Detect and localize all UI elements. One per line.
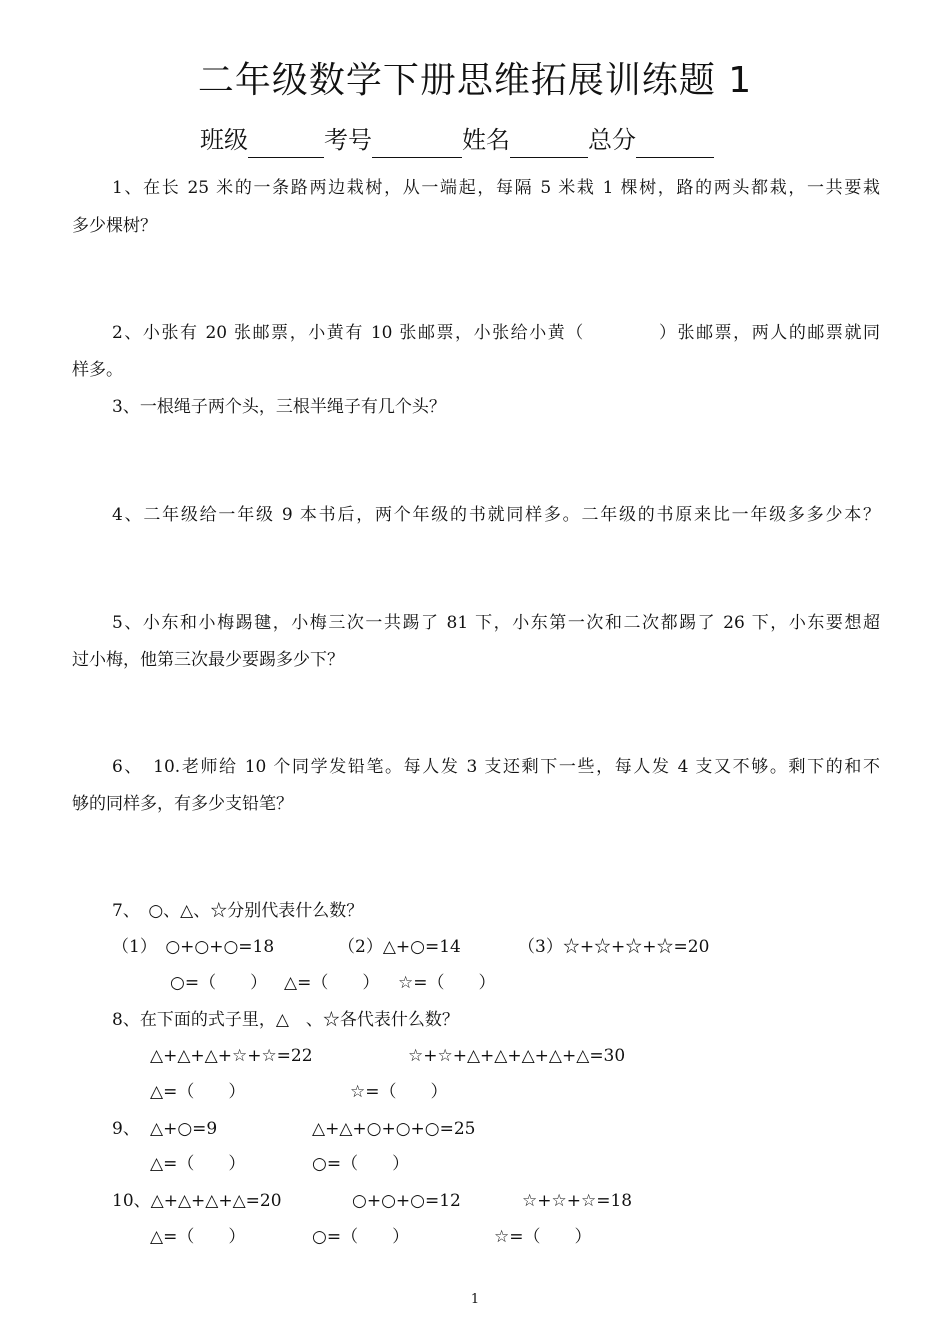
name-label: 姓名 xyxy=(462,126,510,154)
question-9-answer-triangle: △=（ ） xyxy=(150,1154,246,1174)
question-10-equation-1: 10、△+△+△+△=20 xyxy=(112,1191,282,1211)
question-7-stem: 7、 ○、△、☆分别代表什么数？ xyxy=(112,901,364,921)
class-blank xyxy=(248,127,324,158)
question-7-part-3: （3）☆+☆+☆+☆=20 xyxy=(518,937,710,957)
question-1-line-2: 多少棵树？ xyxy=(72,216,157,236)
question-8-equation-1: △+△+△+☆+☆=22 xyxy=(150,1046,313,1066)
question-10-answer-circle: ○=（ ） xyxy=(312,1227,410,1247)
question-8-answer-star: ☆=（ ） xyxy=(350,1082,448,1102)
question-8-equation-2: ☆+☆+△+△+△+△+△=30 xyxy=(408,1046,626,1066)
question-9-equation-2: △+△+○+○+○=25 xyxy=(312,1119,476,1139)
question-7-part-2: （2）△+○=14 xyxy=(338,937,461,957)
question-7-part-1: （1） ○+○+○=18 xyxy=(112,937,275,957)
question-9-equation-1: △+○=9 xyxy=(150,1119,218,1139)
question-7-answer-star: ☆=（ ） xyxy=(398,973,496,993)
question-2-line-1: 2、小张有 20 张邮票，小黄有 10 张邮票，小张给小黄（ ）张邮票，两人的邮票就同 xyxy=(112,323,880,343)
question-7-answer-circle: ○=（ ） xyxy=(170,973,268,993)
question-5-line-2: 过小梅，他第三次最少要踢多少下？ xyxy=(72,650,344,670)
question-8-stem: 8、在下面的式子里，△ 、☆各代表什么数？ xyxy=(112,1010,459,1030)
number-blank xyxy=(372,127,462,158)
question-1-line-1: 1、在长 25 米的一条路两边栽树，从一端起，每隔 5 米栽 1 棵树，路的两头都栽，一共要栽 xyxy=(112,178,880,198)
score-label: 总分 xyxy=(588,126,636,154)
student-info-row xyxy=(200,122,714,162)
question-10-equation-2: ○+○+○=12 xyxy=(352,1191,461,1211)
worksheet-title: 二年级数学下册思维拓展训练题 1 xyxy=(197,60,753,101)
class-label: 班级 xyxy=(200,126,248,154)
question-4: 4、二年级给一年级 9 本书后，两个年级的书就同样多。二年级的书原来比一年级多多少本？ xyxy=(112,505,880,525)
question-5-line-1: 5、小东和小梅踢毽，小梅三次一共踢了 81 下，小东第一次和二次都踢了 26 下，小东要想超 xyxy=(112,613,880,633)
question-10-answer-triangle: △=（ ） xyxy=(150,1227,246,1247)
question-7-answer-triangle: △=（ ） xyxy=(284,973,380,993)
question-3: 3、一根绳子两个头，三根半绳子有几个头？ xyxy=(112,397,446,417)
name-blank xyxy=(510,127,588,158)
question-10-answer-star: ☆=（ ） xyxy=(494,1227,592,1247)
question-2-line-2: 样多。 xyxy=(72,360,123,380)
page-number: 1 xyxy=(470,1292,480,1307)
number-label: 考号 xyxy=(324,126,372,154)
question-9-answer-circle: ○=（ ） xyxy=(312,1154,410,1174)
score-blank xyxy=(636,127,714,158)
question-10-equation-3: ☆+☆+☆=18 xyxy=(522,1191,633,1211)
question-9-number: 9、 xyxy=(112,1119,140,1139)
question-6-line-2: 够的同样多，有多少支铅笔？ xyxy=(72,794,293,814)
question-8-answer-triangle: △=（ ） xyxy=(150,1082,246,1102)
question-6-line-1: 6、 10.老师给 10 个同学发铅笔。每人发 3 支还剩下一些，每人发 4 支又不够。剩下的和不 xyxy=(112,757,880,777)
